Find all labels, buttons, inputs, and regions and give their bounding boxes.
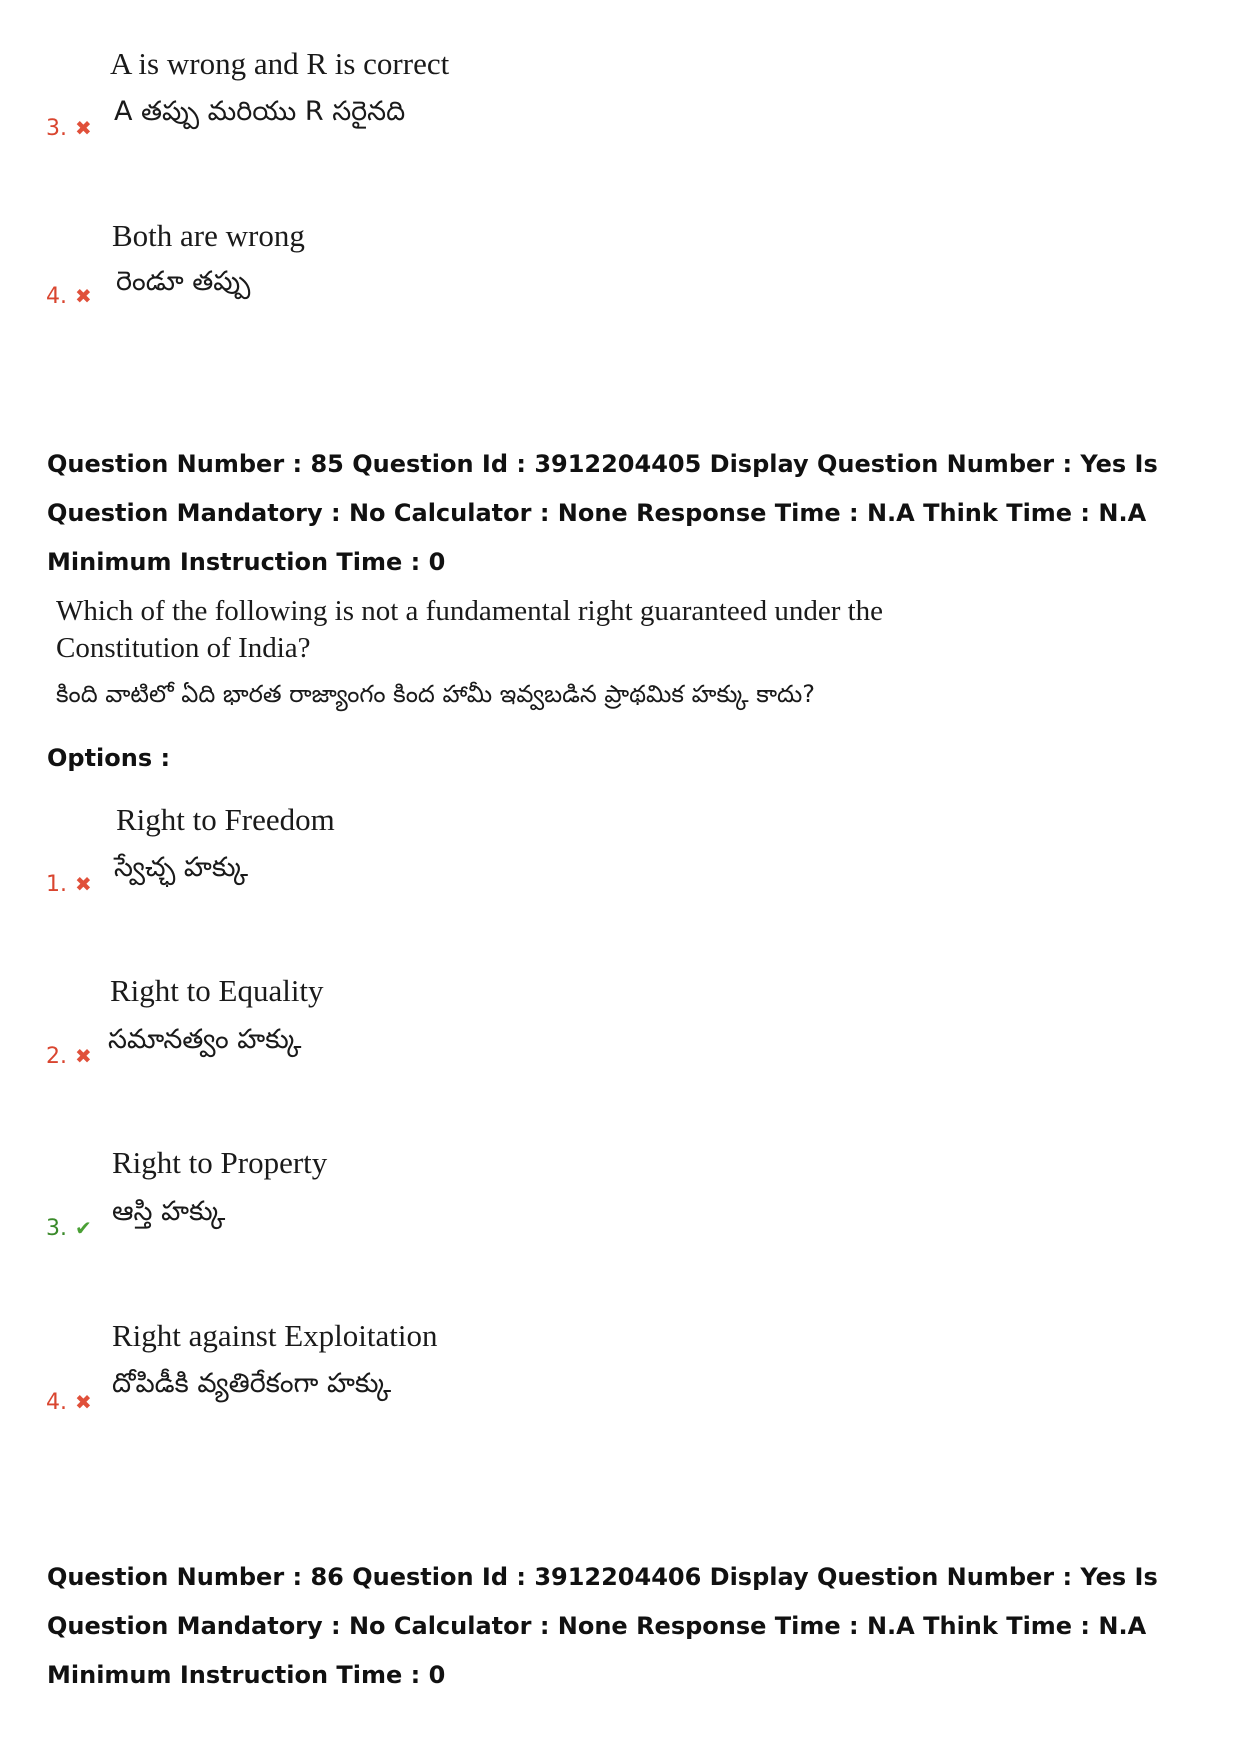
prev-option-3-number (46, 116, 92, 141)
option-4-number (46, 1390, 92, 1415)
question-85-options-label: Options : (47, 744, 171, 772)
option-1-english: Right to Freedom (116, 802, 335, 837)
question-85-text-telugu: కింది వాటిలో ఏది భారత రాజ్యాంగం కింద హామీ ఇవ్వబడిన ప్రాథమిక హక్కు కాదు? (56, 680, 816, 708)
option-3-english: Right to Property (112, 1145, 328, 1180)
prev-option-3-telugu: A తప్పు మరియు R సరైనది (114, 96, 406, 127)
option-3-label: 3. (46, 1216, 67, 1241)
option-1-label: 1. (46, 872, 67, 897)
cross-icon: ✖ (75, 1390, 92, 1414)
option-2-label: 2. (46, 1044, 67, 1069)
prev-option-4-telugu: రెండూ తప్పు (116, 266, 251, 297)
cross-icon: ✖ (75, 116, 92, 140)
prev-option-3-english: A is wrong and R is correct (110, 46, 450, 81)
option-2-number (46, 1044, 92, 1069)
question-85-meta: Question Number : 85 Question Id : 3912204405 Display Question Number : Yes Is Question Mandatory : No Calculator : None Response Time : N.A Think Time : N.A Minimum Instruction Time : 0 (47, 450, 1158, 576)
option-2-telugu: సమానత్వం హక్కు (108, 1024, 302, 1055)
option-1-telugu: స్వేచ్ఛ హక్కు (114, 852, 249, 883)
check-icon: ✔ (75, 1216, 92, 1240)
option-2-english: Right to Equality (110, 973, 324, 1008)
prev-option-4-label: 4. (46, 284, 67, 309)
question-85-text-english: Which of the following is not a fundamental right guaranteed under the Constitution of India? (56, 595, 884, 664)
prev-option-4-number (46, 284, 92, 309)
cross-icon: ✖ (75, 284, 92, 308)
option-3-number (46, 1216, 92, 1241)
option-1-number (46, 872, 92, 897)
question-86-meta: Question Number : 86 Question Id : 3912204406 Display Question Number : Yes Is Question Mandatory : No Calculator : None Response Time : N.A Think Time : N.A Minimum Instruction Time : 0 (47, 1563, 1158, 1689)
cross-icon: ✖ (75, 1044, 92, 1068)
cross-icon: ✖ (75, 872, 92, 896)
prev-option-3-label: 3. (46, 116, 67, 141)
option-3-telugu: ఆస్తి హక్కు (112, 1196, 226, 1227)
option-4-label: 4. (46, 1390, 67, 1415)
option-4-telugu: దోపిడీకి వ్యతిరేకంగా హక్కు (112, 1368, 392, 1399)
prev-option-4-english: Both are wrong (112, 218, 305, 253)
option-4-english: Right against Exploitation (112, 1318, 438, 1353)
